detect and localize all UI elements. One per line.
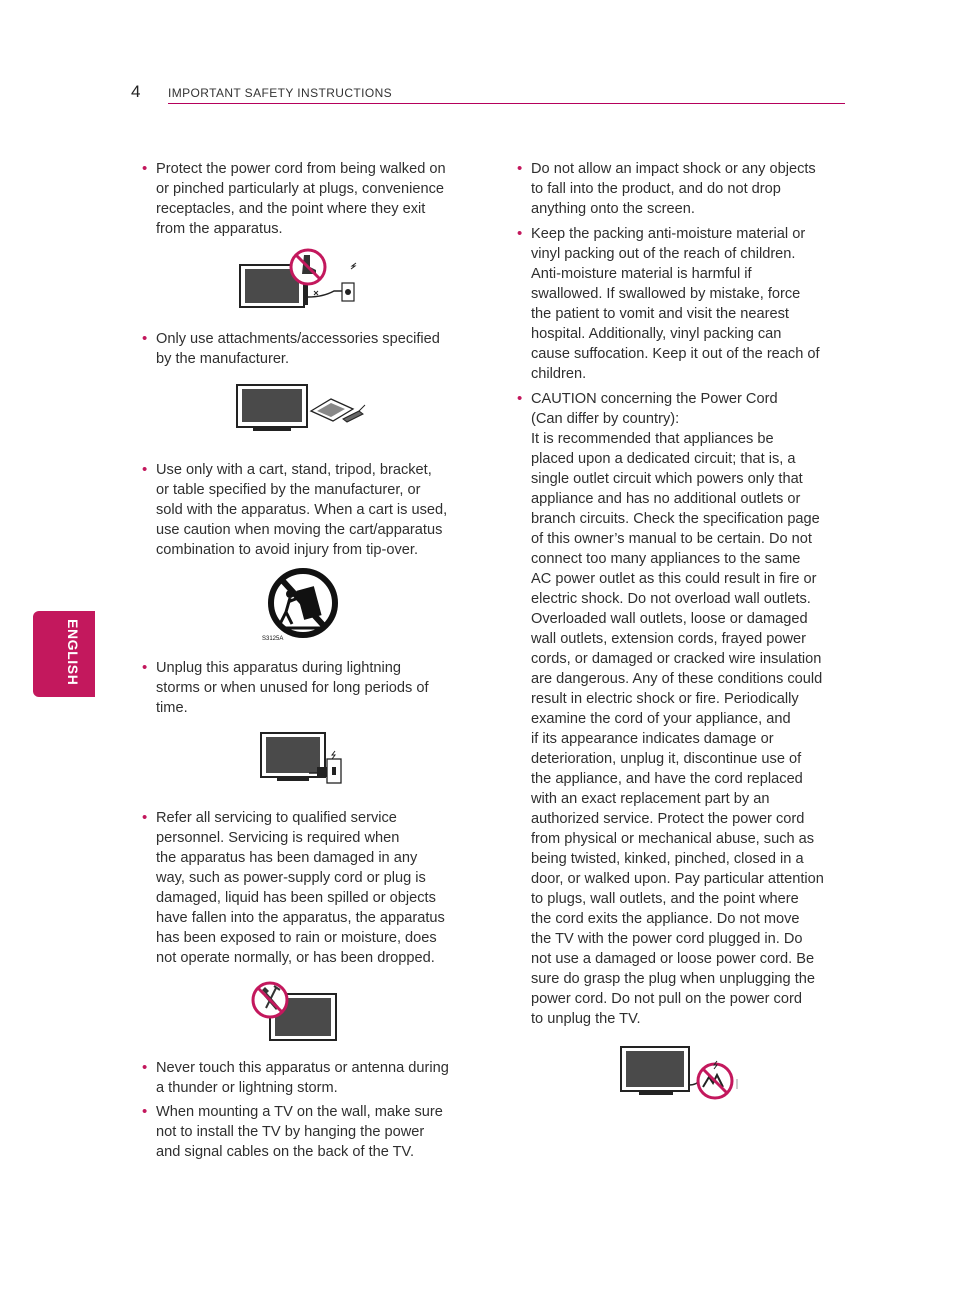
- bullet-icon: •: [517, 225, 523, 242]
- item-line: connect too many appliances to the same: [531, 551, 801, 567]
- item-line: has been exposed to rain or moisture, does: [156, 930, 437, 946]
- item-line: the cord exits the appliance. Do not move: [531, 911, 800, 927]
- item-line: door, or walked upon. Pay particular attention: [531, 871, 824, 887]
- item-line: the TV with the power cord plugged in. Do: [531, 931, 803, 947]
- item-line: Overloaded wall outlets, loose or damaged: [531, 611, 808, 627]
- bullet-icon: •: [142, 809, 148, 826]
- item-line: of this owner’s manual to be certain. Do not: [531, 531, 812, 547]
- item-line: the appliance, and have the cord replaced: [531, 771, 803, 787]
- item-line: a thunder or lightning storm.: [156, 1080, 338, 1096]
- item-line: appliance and has no additional outlets or: [531, 491, 801, 507]
- item-line: swallowed. If swallowed by mistake, force: [531, 286, 801, 302]
- list-item: [142, 1058, 466, 1098]
- item-line: It is recommended that appliances be: [531, 431, 774, 447]
- header-rule: [168, 103, 845, 104]
- item-line: vinyl packing out of the reach of children.: [531, 246, 796, 262]
- unplug-icon: [259, 731, 345, 787]
- cart-label: S3125A: [262, 636, 284, 642]
- list-item: [517, 224, 841, 384]
- language-tab: [33, 611, 95, 697]
- bullet-icon: •: [142, 160, 148, 177]
- item-line: being twisted, kinked, pinched, closed in a: [531, 851, 804, 867]
- bullet-icon: •: [517, 390, 523, 407]
- item-line: or table specified by the manufacturer, or: [156, 482, 421, 498]
- item-line: to fall into the product, and do not drop: [531, 181, 781, 197]
- item-line: authorized service. Protect the power cord: [531, 811, 805, 827]
- bullet-icon: •: [517, 160, 523, 177]
- item-line: if its appearance indicates damage or: [531, 731, 774, 747]
- no-stepping-on-cord-icon: [238, 247, 362, 311]
- list-item: [142, 658, 466, 718]
- item-line: hospital. Additionally, vinyl packing can: [531, 326, 782, 342]
- item-line: damaged, liquid has been spilled or objects: [156, 890, 436, 906]
- item-line: to unplug the TV.: [531, 1011, 641, 1027]
- item-line: cause suffocation. Keep it out of the reach of: [531, 346, 820, 362]
- item-line: Anti-moisture material is harmful if: [531, 266, 752, 282]
- item-line: single outlet circuit which powers only that: [531, 471, 803, 487]
- accessories-icon: [235, 383, 375, 435]
- list-item: [142, 329, 466, 369]
- item-line: placed upon a dedicated circuit; that is, a: [531, 451, 796, 467]
- item-line: have fallen into the apparatus, the apparatus: [156, 910, 445, 926]
- page-number: 4: [131, 82, 141, 101]
- item-line: electric shock. Do not overload wall outlets.: [531, 591, 811, 607]
- item-line: from the apparatus.: [156, 221, 283, 237]
- language-tab-label: ENGLISH: [65, 619, 81, 686]
- item-line: Refer all servicing to qualified service: [156, 810, 397, 826]
- item-line: with an exact replacement part by an: [531, 791, 770, 807]
- item-line: sure do grasp the plug when unplugging the: [531, 971, 815, 987]
- item-line: not operate normally, or has been dropped.: [156, 950, 435, 966]
- cart-tipover-warning-icon: [260, 568, 344, 644]
- item-line: Do not allow an impact shock or any objects: [531, 161, 816, 177]
- item-line: and signal cables on the back of the TV.: [156, 1144, 415, 1160]
- bullet-icon: •: [142, 659, 148, 676]
- item-line: or pinched particularly at plugs, convenience: [156, 181, 444, 197]
- list-item: [517, 159, 841, 219]
- bullet-icon: •: [142, 1103, 148, 1120]
- item-line: storms or when unused for long periods of: [156, 680, 429, 696]
- item-line: not to install the TV by hanging the power: [156, 1124, 425, 1140]
- item-line: the patient to vomit and visit the nearest: [531, 306, 789, 322]
- no-bent-cord-icon: [619, 1045, 741, 1103]
- item-line: the apparatus has been damaged in any: [156, 850, 418, 866]
- item-line: to plugs, wall outlets, and the point where: [531, 891, 799, 907]
- bullet-icon: •: [142, 1059, 148, 1076]
- item-line: deterioration, unplug it, discontinue use of: [531, 751, 802, 767]
- item-line: cords, or damaged or cracked wire insulation: [531, 651, 822, 667]
- item-line: personnel. Servicing is required when: [156, 830, 400, 846]
- item-line: Never touch this apparatus or antenna during: [156, 1060, 449, 1076]
- item-line: Only use attachments/accessories specified: [156, 331, 440, 347]
- item-line: AC power outlet as this could result in fire or: [531, 571, 817, 587]
- list-item: [142, 159, 466, 239]
- item-line: time.: [156, 700, 188, 716]
- item-line: When mounting a TV on the wall, make sure: [156, 1104, 443, 1120]
- no-servicing-icon: [250, 980, 340, 1044]
- list-item: [142, 460, 466, 560]
- item-line: (Can differ by country):: [531, 411, 680, 427]
- item-line: from physical or mechanical abuse, such as: [531, 831, 815, 847]
- item-line: result in electric shock or fire. Periodically: [531, 691, 799, 707]
- bullet-icon: •: [142, 330, 148, 347]
- item-line: Use only with a cart, stand, tripod, bracket,: [156, 462, 432, 478]
- item-line: way, such as power-supply cord or plug is: [156, 870, 426, 886]
- item-line: power cord. Do not pull on the power cord: [531, 991, 802, 1007]
- item-line: branch circuits. Check the specification page: [531, 511, 820, 527]
- item-line: by the manufacturer.: [156, 351, 290, 367]
- item-line: examine the cord of your appliance, and: [531, 711, 791, 727]
- item-line: sold with the apparatus. When a cart is used,: [156, 502, 448, 518]
- list-item: [517, 389, 841, 1029]
- list-item: [142, 808, 466, 968]
- item-line: children.: [531, 366, 587, 382]
- item-line: use caution when moving the cart/apparatus: [156, 522, 443, 538]
- item-line: combination to avoid injury from tip-over.: [156, 542, 418, 558]
- item-line: wall outlets, extension cords, frayed power: [531, 631, 806, 647]
- list-item: [142, 1102, 466, 1162]
- header-title: IMPORTANT SAFETY INSTRUCTIONS: [168, 86, 393, 100]
- item-line: not use a damaged or loose power cord. Be: [531, 951, 815, 967]
- item-line: anything onto the screen.: [531, 201, 695, 217]
- item-line: are dangerous. Any of these conditions could: [531, 671, 823, 687]
- bullet-icon: •: [142, 461, 148, 478]
- item-line: Protect the power cord from being walked on: [156, 161, 446, 177]
- item-line: receptacles, and the point where they exit: [156, 201, 426, 217]
- item-line: Keep the packing anti-moisture material or: [531, 226, 806, 242]
- item-line: CAUTION concerning the Power Cord: [531, 391, 778, 407]
- item-line: Unplug this apparatus during lightning: [156, 660, 402, 676]
